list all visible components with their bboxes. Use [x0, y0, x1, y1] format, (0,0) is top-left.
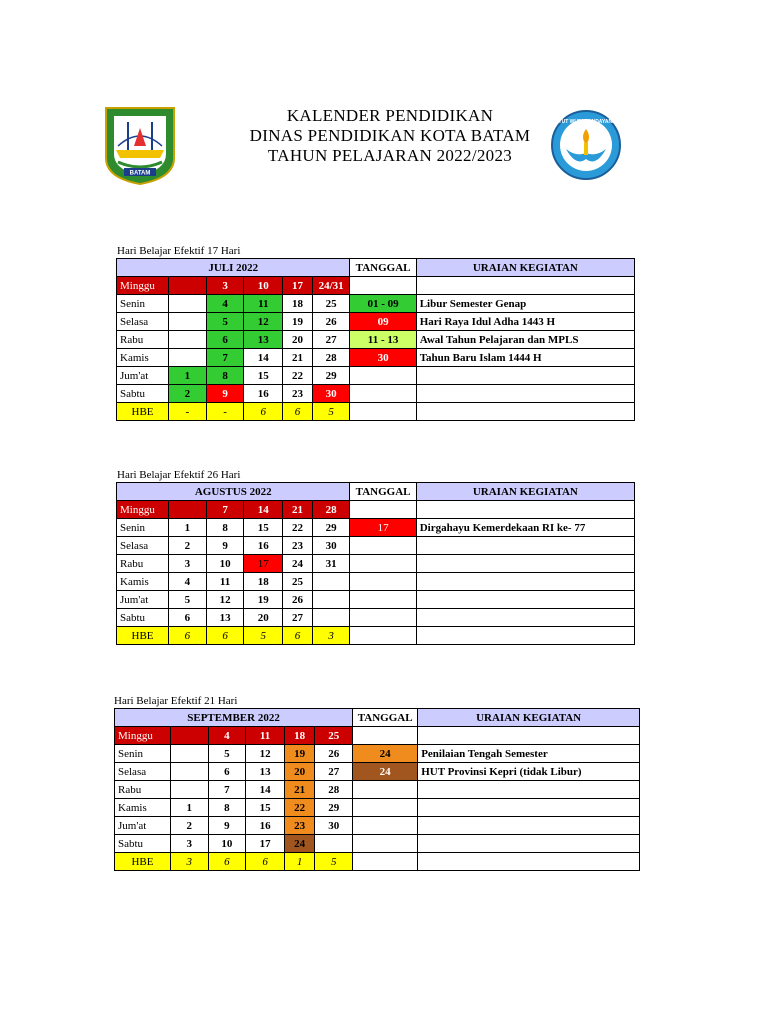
event-date: 24	[353, 745, 418, 763]
date-cell: 14	[246, 781, 285, 799]
date-cell: 13	[206, 609, 244, 627]
event-date	[350, 555, 416, 573]
event-text	[416, 591, 634, 609]
juli-month-header: JULI 2022	[117, 259, 350, 277]
event-date	[350, 403, 416, 421]
date-cell: 14	[244, 349, 283, 367]
date-cell: 11	[206, 573, 244, 591]
date-cell: 6	[208, 763, 246, 781]
event-date: 11 - 13	[350, 331, 416, 349]
date-cell: 8	[206, 367, 244, 385]
date-cell: 8	[206, 519, 244, 537]
event-date: 30	[350, 349, 416, 367]
date-cell: 10	[206, 555, 244, 573]
day-senin: Senin	[115, 745, 171, 763]
date-cell: 1	[170, 799, 208, 817]
date-cell: 25	[312, 295, 350, 313]
date-cell	[169, 331, 207, 349]
date-cell	[170, 781, 208, 799]
hbe-cell: 6	[208, 853, 246, 871]
event-text	[416, 555, 634, 573]
hbe-cell: 3	[170, 853, 208, 871]
date-cell: 19	[284, 745, 315, 763]
hbe-cell: 6	[244, 403, 283, 421]
date-cell: 24	[283, 555, 313, 573]
date-cell: 11	[246, 727, 285, 745]
day-jumat: Jum'at	[117, 591, 169, 609]
batam-city-logo	[104, 106, 176, 186]
hbe-cell: 6	[169, 627, 207, 645]
event-date: 01 - 09	[350, 295, 416, 313]
date-cell: 15	[246, 799, 285, 817]
agustus-tanggal-header: TANGGAL	[350, 483, 416, 501]
event-text: Penilaian Tengah Semester	[418, 745, 640, 763]
svg-text:BATAM: BATAM	[129, 170, 151, 177]
date-cell: 26	[315, 745, 353, 763]
day-jumat: Jum'at	[115, 817, 171, 835]
date-cell: 13	[244, 331, 283, 349]
date-cell: 21	[284, 781, 315, 799]
day-sabtu: Sabtu	[117, 609, 169, 627]
date-cell: 2	[170, 817, 208, 835]
event-date	[353, 817, 418, 835]
date-cell: 17	[244, 555, 283, 573]
date-cell: 9	[206, 537, 244, 555]
date-cell: 27	[312, 331, 350, 349]
day-jumat: Jum'at	[117, 367, 169, 385]
juli-tanggal-header: TANGGAL	[350, 259, 416, 277]
date-cell: 7	[206, 349, 244, 367]
date-cell: 22	[283, 519, 313, 537]
event-date	[350, 627, 416, 645]
day-sabtu: Sabtu	[117, 385, 169, 403]
date-cell: 27	[283, 609, 313, 627]
date-cell: 21	[283, 501, 313, 519]
day-rabu: Rabu	[117, 331, 169, 349]
date-cell: 29	[315, 799, 353, 817]
september-tanggal-header: TANGGAL	[353, 709, 418, 727]
hbe-label: HBE	[117, 403, 169, 421]
event-text	[418, 727, 640, 745]
event-text	[418, 781, 640, 799]
date-cell: 30	[312, 385, 350, 403]
hbe-cell: -	[206, 403, 244, 421]
day-sabtu: Sabtu	[115, 835, 171, 853]
date-cell: 18	[244, 573, 283, 591]
event-date	[350, 591, 416, 609]
date-cell: 26	[283, 591, 313, 609]
event-date	[353, 799, 418, 817]
date-cell	[312, 573, 350, 591]
date-cell: 4	[208, 727, 246, 745]
day-selasa: Selasa	[115, 763, 171, 781]
event-text: Dirgahayu Kemerdekaan RI ke- 77	[416, 519, 634, 537]
date-cell: 20	[244, 609, 283, 627]
date-cell: 30	[315, 817, 353, 835]
date-cell: 10	[208, 835, 246, 853]
date-cell	[169, 295, 207, 313]
date-cell	[169, 349, 207, 367]
date-cell: 23	[284, 817, 315, 835]
date-cell: 23	[283, 537, 313, 555]
date-cell: 2	[169, 537, 207, 555]
hbe-cell: -	[169, 403, 207, 421]
date-cell: 19	[283, 313, 313, 331]
event-text	[418, 799, 640, 817]
date-cell: 16	[244, 537, 283, 555]
document-title	[180, 106, 600, 166]
date-cell: 5	[208, 745, 246, 763]
hbe-cell: 5	[312, 403, 350, 421]
date-cell: 1	[169, 519, 207, 537]
event-date	[350, 537, 416, 555]
date-cell: 15	[244, 367, 283, 385]
date-cell: 13	[246, 763, 285, 781]
date-cell	[312, 609, 350, 627]
september-month-header: SEPTEMBER 2022	[115, 709, 353, 727]
event-date	[353, 853, 418, 871]
date-cell	[169, 501, 207, 519]
date-cell: 28	[315, 781, 353, 799]
date-cell: 3	[170, 835, 208, 853]
juli-calendar-table	[116, 258, 635, 421]
date-cell: 30	[312, 537, 350, 555]
date-cell: 20	[283, 331, 313, 349]
date-cell: 2	[169, 385, 207, 403]
hbe-cell: 6	[283, 403, 313, 421]
event-text	[416, 537, 634, 555]
hbe-cell: 6	[246, 853, 285, 871]
date-cell: 31	[312, 555, 350, 573]
date-cell: 1	[169, 367, 207, 385]
event-date	[350, 367, 416, 385]
hbe-label: HBE	[117, 627, 169, 645]
date-cell: 12	[244, 313, 283, 331]
date-cell: 3	[169, 555, 207, 573]
event-date: 09	[350, 313, 416, 331]
date-cell: 18	[284, 727, 315, 745]
hbe-cell: 1	[284, 853, 315, 871]
date-cell: 9	[206, 385, 244, 403]
day-minggu: Minggu	[117, 501, 169, 519]
event-text: Tahun Baru Islam 1444 H	[416, 349, 634, 367]
date-cell: 21	[283, 349, 313, 367]
event-date	[350, 277, 416, 295]
event-text	[416, 627, 634, 645]
date-cell: 3	[206, 277, 244, 295]
day-minggu: Minggu	[117, 277, 169, 295]
event-text	[416, 277, 634, 295]
date-cell: 28	[312, 349, 350, 367]
title-line-2: DINAS PENDIDIKAN KOTA BATAM	[249, 126, 531, 145]
event-text	[416, 367, 634, 385]
date-cell: 4	[206, 295, 244, 313]
date-cell	[170, 727, 208, 745]
day-kamis: Kamis	[117, 573, 169, 591]
date-cell: 12	[206, 591, 244, 609]
event-text	[416, 573, 634, 591]
day-senin: Senin	[117, 519, 169, 537]
day-kamis: Kamis	[117, 349, 169, 367]
event-text: Awal Tahun Pelajaran dan MPLS	[416, 331, 634, 349]
date-cell: 11	[244, 295, 283, 313]
date-cell: 5	[169, 591, 207, 609]
event-date	[353, 835, 418, 853]
date-cell: 6	[169, 609, 207, 627]
date-cell	[170, 745, 208, 763]
hbe-cell: 6	[283, 627, 313, 645]
event-text	[418, 835, 640, 853]
date-cell: 14	[244, 501, 283, 519]
date-cell: 29	[312, 519, 350, 537]
date-cell: 19	[244, 591, 283, 609]
hbe-label: HBE	[115, 853, 171, 871]
date-cell: 22	[283, 367, 313, 385]
title-line-3: TAHUN PELAJARAN 2022/2023	[267, 146, 513, 165]
date-cell: 8	[208, 799, 246, 817]
date-cell: 24/31	[312, 277, 350, 295]
date-cell: 16	[246, 817, 285, 835]
event-date: 24	[353, 763, 418, 781]
date-cell: 26	[312, 313, 350, 331]
date-cell: 25	[283, 573, 313, 591]
event-date	[353, 727, 418, 745]
september-uraian-header: URAIAN KEGIATAN	[418, 709, 640, 727]
date-cell: 16	[244, 385, 283, 403]
date-cell	[315, 835, 353, 853]
date-cell: 18	[283, 295, 313, 313]
day-selasa: Selasa	[117, 537, 169, 555]
event-date	[350, 501, 416, 519]
juli-effective-days: Hari Belajar Efektif 17 Hari	[117, 245, 241, 257]
date-cell	[169, 277, 207, 295]
date-cell: 28	[312, 501, 350, 519]
event-date	[350, 385, 416, 403]
date-cell	[170, 763, 208, 781]
event-text	[416, 501, 634, 519]
event-text: HUT Provinsi Kepri (tidak Libur)	[418, 763, 640, 781]
event-date: 17	[350, 519, 416, 537]
event-text	[416, 385, 634, 403]
svg-text:TUT WURI HANDAYANI: TUT WURI HANDAYANI	[558, 119, 614, 125]
event-text	[418, 853, 640, 871]
date-cell: 7	[208, 781, 246, 799]
hbe-cell: 5	[315, 853, 353, 871]
date-cell: 24	[284, 835, 315, 853]
event-text: Hari Raya Idul Adha 1443 H	[416, 313, 634, 331]
date-cell: 7	[206, 501, 244, 519]
event-text	[416, 403, 634, 421]
date-cell: 23	[283, 385, 313, 403]
september-effective-days: Hari Belajar Efektif 21 Hari	[114, 695, 238, 707]
event-date	[350, 573, 416, 591]
date-cell: 4	[169, 573, 207, 591]
day-selasa: Selasa	[117, 313, 169, 331]
day-kamis: Kamis	[115, 799, 171, 817]
date-cell: 22	[284, 799, 315, 817]
event-text	[416, 609, 634, 627]
day-rabu: Rabu	[115, 781, 171, 799]
date-cell: 27	[315, 763, 353, 781]
event-text	[418, 817, 640, 835]
date-cell: 20	[284, 763, 315, 781]
date-cell	[312, 591, 350, 609]
date-cell	[169, 313, 207, 331]
title-line-1: KALENDER PENDIDIKAN	[286, 106, 494, 125]
day-rabu: Rabu	[117, 555, 169, 573]
event-text: Libur Semester Genap	[416, 295, 634, 313]
date-cell: 6	[206, 331, 244, 349]
hbe-cell: 5	[244, 627, 283, 645]
date-cell: 15	[244, 519, 283, 537]
day-minggu: Minggu	[115, 727, 171, 745]
tut-wuri-handayani-logo	[550, 109, 622, 181]
event-date	[353, 781, 418, 799]
date-cell: 17	[283, 277, 313, 295]
date-cell: 12	[246, 745, 285, 763]
date-cell: 17	[246, 835, 285, 853]
hbe-cell: 3	[312, 627, 350, 645]
september-calendar-table	[114, 708, 640, 871]
event-date	[350, 609, 416, 627]
day-senin: Senin	[117, 295, 169, 313]
date-cell: 25	[315, 727, 353, 745]
date-cell: 29	[312, 367, 350, 385]
agustus-month-header: AGUSTUS 2022	[117, 483, 350, 501]
date-cell: 10	[244, 277, 283, 295]
hbe-cell: 6	[206, 627, 244, 645]
agustus-effective-days: Hari Belajar Efektif 26 Hari	[117, 469, 241, 481]
date-cell: 5	[206, 313, 244, 331]
agustus-calendar-table	[116, 482, 635, 645]
agustus-uraian-header: URAIAN KEGIATAN	[416, 483, 634, 501]
juli-uraian-header: URAIAN KEGIATAN	[416, 259, 634, 277]
date-cell: 9	[208, 817, 246, 835]
